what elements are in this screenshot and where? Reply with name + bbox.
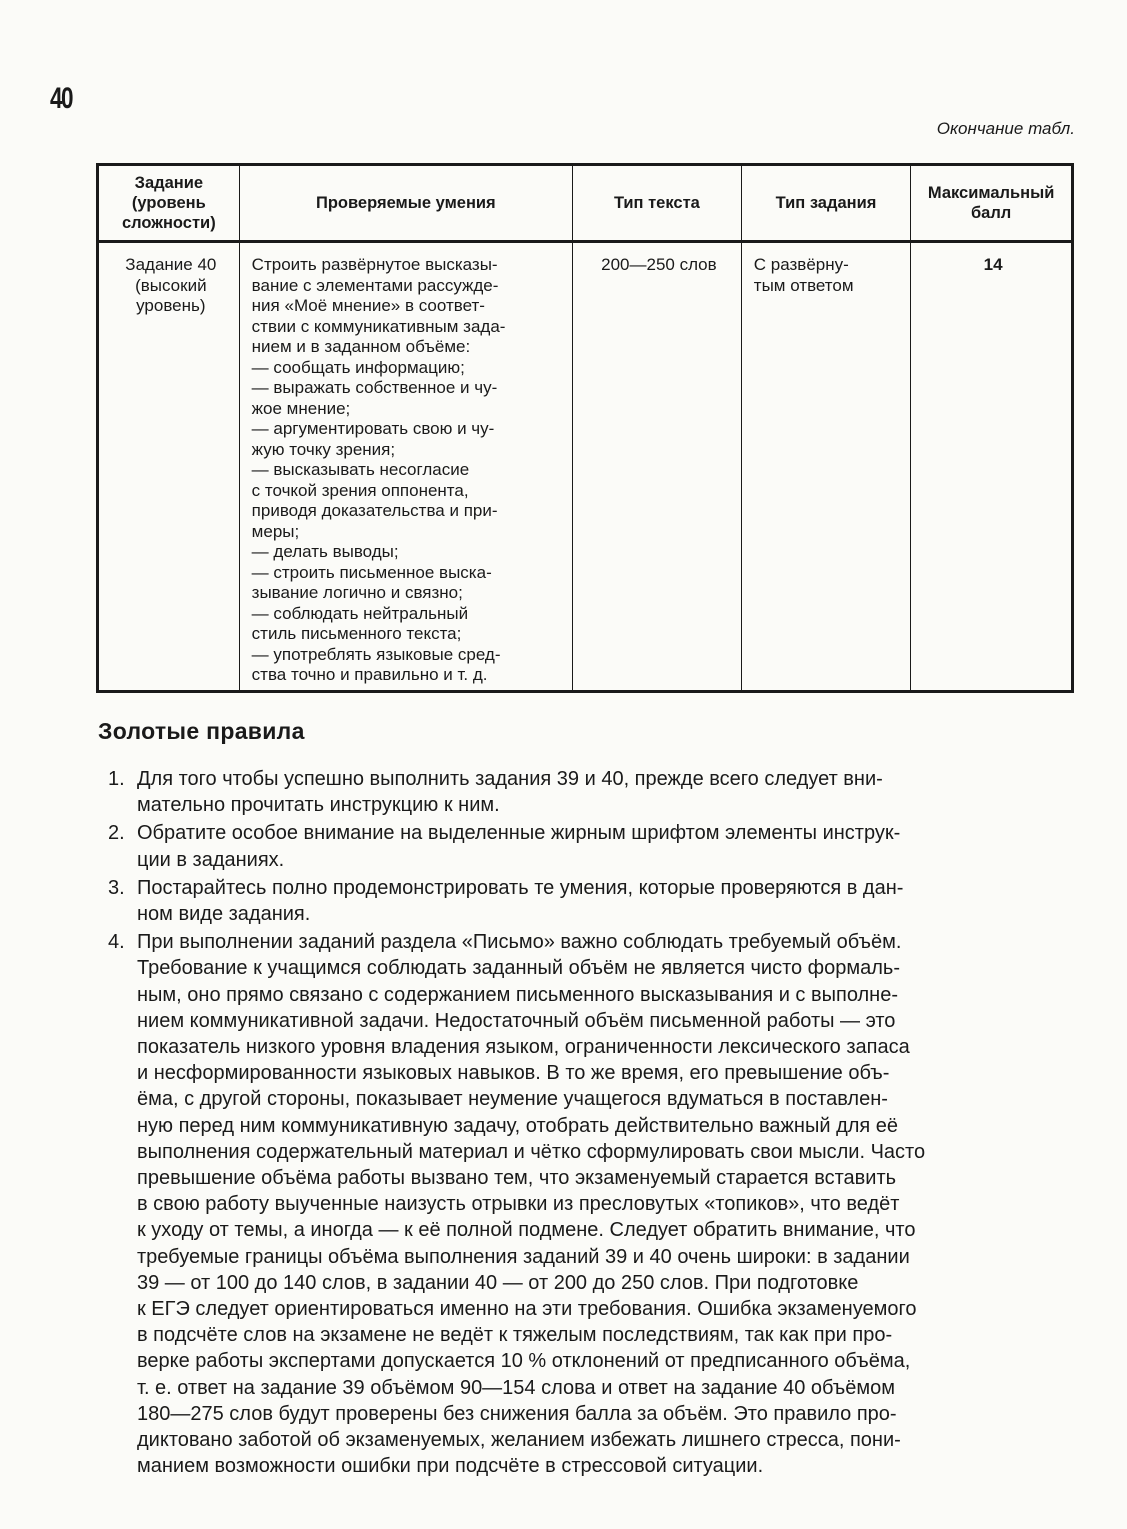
rule-number: 2. xyxy=(108,822,125,845)
rule-line: к уходу от темы, а иногда — к её полной подмене. Следует обратить внимание, что xyxy=(137,1219,916,1242)
skill-line: жую точку зрения; xyxy=(251,439,396,459)
skill-line: ства точно и правильно и т. д. xyxy=(251,665,488,684)
header-task-level xyxy=(98,165,240,242)
header-line: Задание xyxy=(134,174,204,192)
skill-line: ния «Моё мнение» в соответ- xyxy=(251,296,485,315)
skill-line: зывание логично и связно; xyxy=(251,583,463,602)
cell-task-type xyxy=(741,242,910,692)
rule-line: 39 — от 100 до 140 слов, в задании 40 — от 200 до 250 слов. При подготовке xyxy=(137,1271,859,1294)
skill-line: — высказывать несогласие xyxy=(251,460,470,479)
skill-line: — соблюдать нейтральный xyxy=(251,603,469,623)
rule-line: нием коммуникативной задачи. Недостаточный объём письменной работы — это xyxy=(137,1009,896,1032)
rule-line: требуемые границы объёма выполнения заданий 39 и 40 очень широки: в задании xyxy=(137,1245,910,1268)
task-type-line: тым ответом xyxy=(753,275,854,295)
rule-line: ёма, с другой стороны, показывает неумение учащегося вдуматься в поставлен- xyxy=(137,1088,888,1111)
rule-line: Обратите особое внимание на выделенные жирным шрифтом элементы инструк- xyxy=(137,822,901,845)
rule-line: в свою работу выученные наизусть отрывки из пресловутых «топиков», что ведёт xyxy=(137,1193,900,1216)
cell-task xyxy=(98,242,240,692)
task-line: уровень) xyxy=(136,296,206,315)
section-title: Золотые правила xyxy=(98,718,305,744)
skill-line: — сообщать информацию; xyxy=(251,357,465,377)
rule-line: диктовано заботой об экзаменуемых, желанием избежать лишнего стресса, пони- xyxy=(137,1429,901,1452)
skill-line: приводя доказательства и при- xyxy=(251,501,498,520)
header-line: балл xyxy=(970,204,1012,222)
rule-line: Требование к учащимся соблюдать заданный объём не является чисто формаль- xyxy=(137,957,901,980)
header-line: (уровень xyxy=(131,194,206,212)
skill-line: с точкой зрения оппонента, xyxy=(251,480,469,500)
header-task-type: Тип задания xyxy=(741,165,910,242)
rule-item xyxy=(104,820,1086,872)
skill-line: стиль письменного текста; xyxy=(251,624,462,643)
skill-line: меры; xyxy=(251,521,300,541)
header-line: Максимальный xyxy=(927,184,1055,202)
skill-line: нием и в заданном объёме: xyxy=(251,337,471,356)
rule-line: в подсчёте слов на экзамене не ведёт к тяжелым последствиям, так как при про- xyxy=(137,1324,893,1347)
rule-line: ным, оно прямо связано с содержанием письменного высказывания и с выполне- xyxy=(137,983,898,1006)
cell-max-score: 14 xyxy=(911,242,1073,692)
rule-line: и несформированности языковых навыков. В то же время, его превышение объ- xyxy=(137,1062,890,1085)
rule-line: 180—275 слов будут проверены без снижения балла за объём. Это правило про- xyxy=(137,1402,897,1425)
rule-line: т. е. ответ на задание 39 объёмом 90—154 слова и ответ на задание 40 объёмом xyxy=(137,1376,896,1399)
rule-line: мательно прочитать инструкцию к ним. xyxy=(137,794,500,817)
table-row xyxy=(98,242,1073,692)
rule-line: выполнения содержательный материал и чётко сформулировать свои мысли. Часто xyxy=(137,1140,926,1163)
skill-line: ствии с коммуникативным зада- xyxy=(251,316,506,336)
rule-line: верке работы экспертами допускается 10 % отклонений от предписанного объёма, xyxy=(137,1350,911,1373)
skill-line: — выражать собственное и чу- xyxy=(251,378,498,397)
header-line: сложности) xyxy=(121,214,216,232)
table-continuation-label: Окончание табл. xyxy=(936,119,1075,138)
rule-line: Постарайтесь полно продемонстрировать те умения, которые проверяются в дан- xyxy=(137,876,904,899)
skill-line: вание с элементами рассужде- xyxy=(251,275,499,295)
rules-list xyxy=(104,766,1086,1481)
rule-number: 3. xyxy=(108,876,125,899)
skill-line: — строить письменное выска- xyxy=(251,562,492,582)
task-type-line: С развёрну- xyxy=(753,255,849,274)
rule-number: 1. xyxy=(108,768,125,790)
skill-line: жое мнение; xyxy=(251,398,351,418)
header-text-type: Тип текста xyxy=(573,165,742,242)
rule-line: манием возможности ошибки при подсчёте в стрессовой ситуации. xyxy=(137,1455,764,1478)
header-max-score xyxy=(911,165,1073,242)
rule-line: к ЕГЭ следует ориентироваться именно на эти требования. Ошибка экзаменуемого xyxy=(137,1298,917,1321)
rule-line: Для того чтобы успешно выполнить задания 39 и 40, прежде всего следует вни- xyxy=(137,768,883,790)
rule-line: При выполнении заданий раздела «Письмо» важно соблюдать требуемый объём. xyxy=(137,931,902,954)
rule-line: ную перед ним коммуникативную задачу, отобрать действительно важный для её xyxy=(137,1114,899,1137)
rule-line: показатель низкого уровня владения языком, ограниченности лексического запаса xyxy=(137,1036,910,1059)
rule-line: превышение объёма работы вызвано тем, что экзаменуемый старается вставить xyxy=(137,1167,897,1190)
rule-item xyxy=(104,766,1086,818)
header-skills: Проверяемые умения xyxy=(239,165,572,242)
cell-text-type: 200—250 слов xyxy=(573,242,742,692)
page-number: 40 xyxy=(50,82,73,115)
skill-line: Строить развёрнутое высказы- xyxy=(251,255,498,274)
cell-skills xyxy=(239,242,572,692)
skill-line: — аргументировать свою и чу- xyxy=(251,419,495,438)
rule-number: 4. xyxy=(108,931,125,954)
rule-line: ном виде задания. xyxy=(137,903,311,926)
skill-line: — употреблять языковые сред- xyxy=(251,644,501,664)
rule-item xyxy=(104,929,1086,1479)
requirements-table xyxy=(96,163,1074,693)
rule-line: ции в заданиях. xyxy=(137,848,285,871)
table-header-row xyxy=(98,165,1073,242)
task-line: Задание 40 xyxy=(125,255,217,274)
skill-line: — делать выводы; xyxy=(251,542,399,561)
task-line: (высокий xyxy=(135,275,207,295)
rule-item xyxy=(104,875,1086,927)
